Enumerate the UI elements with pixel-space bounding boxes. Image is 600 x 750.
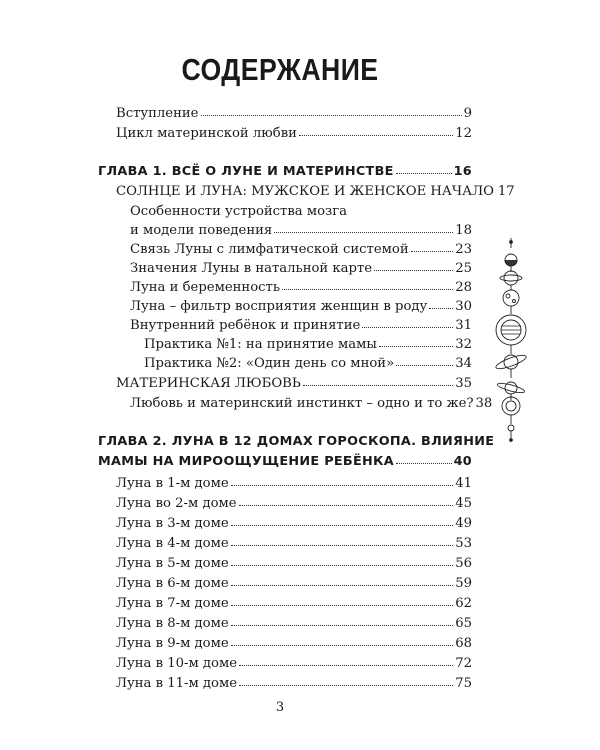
toc-entry[interactable] bbox=[116, 575, 472, 593]
chapter-heading-page: 16 bbox=[453, 164, 472, 179]
toc-entry-label: Практика №1: на принятие мамы bbox=[144, 337, 377, 352]
toc-entry-label: Луна в 7-м доме bbox=[116, 596, 229, 611]
leader-dots bbox=[429, 297, 453, 309]
toc-entry-label: Луна во 2-м доме bbox=[116, 496, 237, 511]
toc-entry-page: 12 bbox=[455, 126, 472, 141]
toc-entry[interactable] bbox=[116, 475, 472, 493]
toc-entry[interactable] bbox=[130, 395, 493, 413]
toc-entry-cycle[interactable] bbox=[116, 125, 472, 143]
toc-entry[interactable] bbox=[116, 675, 472, 693]
toc-entry-page: 49 bbox=[455, 516, 472, 531]
leader-dots bbox=[231, 534, 454, 546]
toc-entry-label: Луна в 4-м доме bbox=[116, 536, 229, 551]
leader-dots bbox=[239, 654, 453, 666]
toc-entry[interactable] bbox=[130, 298, 472, 316]
leader-dots bbox=[299, 124, 453, 136]
toc-entry-label: Луна в 1-м доме bbox=[116, 476, 229, 491]
chapter-heading-label: МАМЫ НА МИРООЩУЩЕНИЕ РЕБЁНКА bbox=[98, 454, 394, 469]
toc-entry-page: 34 bbox=[455, 356, 472, 371]
toc-entry-label: Луна в 10-м доме bbox=[116, 656, 238, 671]
toc-entry-page: 65 bbox=[455, 616, 472, 631]
toc-entry-page: 25 bbox=[455, 261, 472, 276]
toc-entry-page: 53 bbox=[455, 536, 472, 551]
toc-entry-label: Любовь и материнский инстинкт – одно и то же? bbox=[130, 396, 474, 411]
toc-entry-label: Вступление bbox=[116, 106, 199, 121]
toc-entry-page: 23 bbox=[455, 242, 472, 257]
leader-dots bbox=[231, 574, 454, 586]
toc-chapter-1[interactable] bbox=[98, 163, 472, 181]
toc-entry-page: 28 bbox=[455, 280, 472, 295]
toc-entry[interactable] bbox=[116, 375, 472, 393]
toc-entry-label: Луна в 6-м доме bbox=[116, 576, 229, 591]
toc-entry-page: 45 bbox=[455, 496, 472, 511]
chapter-heading-page: 40 bbox=[453, 454, 472, 469]
toc-entry-label: Луна в 9-м доме bbox=[116, 636, 229, 651]
leader-dots bbox=[231, 554, 454, 566]
toc-chapter-2[interactable] bbox=[98, 453, 472, 471]
leader-dots bbox=[239, 674, 453, 686]
leader-dots bbox=[374, 259, 453, 271]
toc-entry[interactable] bbox=[116, 655, 472, 673]
toc-entry-page: 59 bbox=[455, 576, 472, 591]
page-title: СОДЕРЖАНИЕ bbox=[181, 52, 379, 87]
toc-entry-page: 72 bbox=[455, 656, 472, 671]
toc-entry-label: Связь Луны с лимфатической системой bbox=[130, 242, 409, 257]
toc-entry-label: Особенности устройства мозга bbox=[130, 204, 347, 219]
toc-entry-page: 75 bbox=[455, 676, 472, 691]
toc-entry-label: Цикл материнской любви bbox=[116, 126, 297, 141]
toc-entry[interactable] bbox=[130, 260, 472, 278]
toc-entry-page: 30 bbox=[455, 299, 472, 314]
leader-dots bbox=[231, 514, 454, 526]
toc-entry-page: 56 bbox=[455, 556, 472, 571]
leader-dots bbox=[396, 354, 453, 366]
toc-entry[interactable] bbox=[116, 595, 472, 613]
leader-dots bbox=[396, 452, 452, 464]
leader-dots bbox=[396, 162, 452, 174]
leader-dots bbox=[231, 634, 454, 646]
toc-entry-label: Луна в 11-м доме bbox=[116, 676, 238, 691]
toc-entry-page: 41 bbox=[455, 476, 472, 491]
toc-entry[interactable] bbox=[116, 635, 472, 653]
toc-entry-label: Луна в 3-м доме bbox=[116, 516, 229, 531]
page-number: 3 bbox=[275, 700, 285, 715]
toc-entry-label: Луна – фильтр восприятия женщин в роду bbox=[130, 299, 428, 314]
leader-dots bbox=[231, 594, 454, 606]
toc-entry[interactable] bbox=[116, 555, 472, 573]
toc-entry[interactable] bbox=[144, 336, 472, 354]
toc-entry-label: Внутренний ребёнок и принятие bbox=[130, 318, 361, 333]
toc-entry-page: 17 bbox=[497, 184, 515, 199]
toc-entry[interactable] bbox=[130, 222, 472, 240]
toc-entry-label: МАТЕРИНСКАЯ ЛЮБОВЬ bbox=[116, 376, 301, 391]
toc-entry-page: 31 bbox=[455, 318, 472, 333]
toc-entry[interactable] bbox=[144, 355, 472, 373]
toc-entry-label: СОЛНЦЕ И ЛУНА: МУЖСКОЕ И ЖЕНСКОЕ НАЧАЛО bbox=[116, 184, 494, 199]
leader-dots bbox=[362, 316, 453, 328]
leader-dots bbox=[231, 474, 454, 486]
toc-entry[interactable] bbox=[116, 615, 472, 633]
toc-entry[interactable] bbox=[116, 515, 472, 533]
chapter-heading-label: ГЛАВА 1. ВСЁ О ЛУНЕ И МАТЕРИНСТВЕ bbox=[98, 164, 394, 179]
chapter-2-heading-line1[interactable]: ГЛАВА 2. ЛУНА В 12 ДОМАХ ГОРОСКОПА. ВЛИЯНИЕ bbox=[98, 434, 495, 449]
toc-entry[interactable] bbox=[116, 535, 472, 553]
toc-entry[interactable] bbox=[116, 183, 515, 201]
toc-entry-page: 9 bbox=[463, 106, 472, 121]
toc-entry-label: Луна и беременность bbox=[130, 280, 281, 295]
leader-dots bbox=[303, 374, 453, 386]
leader-dots bbox=[282, 278, 453, 290]
toc-entry[interactable] bbox=[130, 241, 472, 259]
toc-entry-page: 32 bbox=[455, 337, 472, 352]
toc-entry-page: 18 bbox=[455, 223, 472, 238]
toc-entry-intro[interactable] bbox=[116, 105, 472, 123]
toc-entry-label: Практика №2: «Один день со мной» bbox=[144, 356, 395, 371]
leader-dots bbox=[379, 335, 453, 347]
toc-entry-label: Луна в 5-м доме bbox=[116, 556, 229, 571]
toc-entry[interactable] bbox=[130, 279, 472, 297]
toc-entry-label: Значения Луны в натальной карте bbox=[130, 261, 373, 276]
toc-entry-line1[interactable] bbox=[130, 203, 472, 221]
toc-entry-page: 62 bbox=[455, 596, 472, 611]
toc-entry-page: 38 bbox=[475, 396, 493, 411]
leader-dots bbox=[411, 240, 454, 252]
toc-entry[interactable] bbox=[130, 317, 472, 335]
planets-ornament-icon bbox=[486, 238, 536, 443]
leader-dots bbox=[231, 614, 454, 626]
leader-dots bbox=[274, 221, 453, 233]
leader-dots bbox=[201, 104, 462, 116]
toc-entry-label: Луна в 8-м доме bbox=[116, 616, 229, 631]
toc-entry-page: 68 bbox=[455, 636, 472, 651]
toc-entry[interactable] bbox=[116, 495, 472, 513]
toc-entry-label: и модели поведения bbox=[130, 223, 273, 238]
toc-entry-page: 35 bbox=[455, 376, 472, 391]
leader-dots bbox=[239, 494, 454, 506]
